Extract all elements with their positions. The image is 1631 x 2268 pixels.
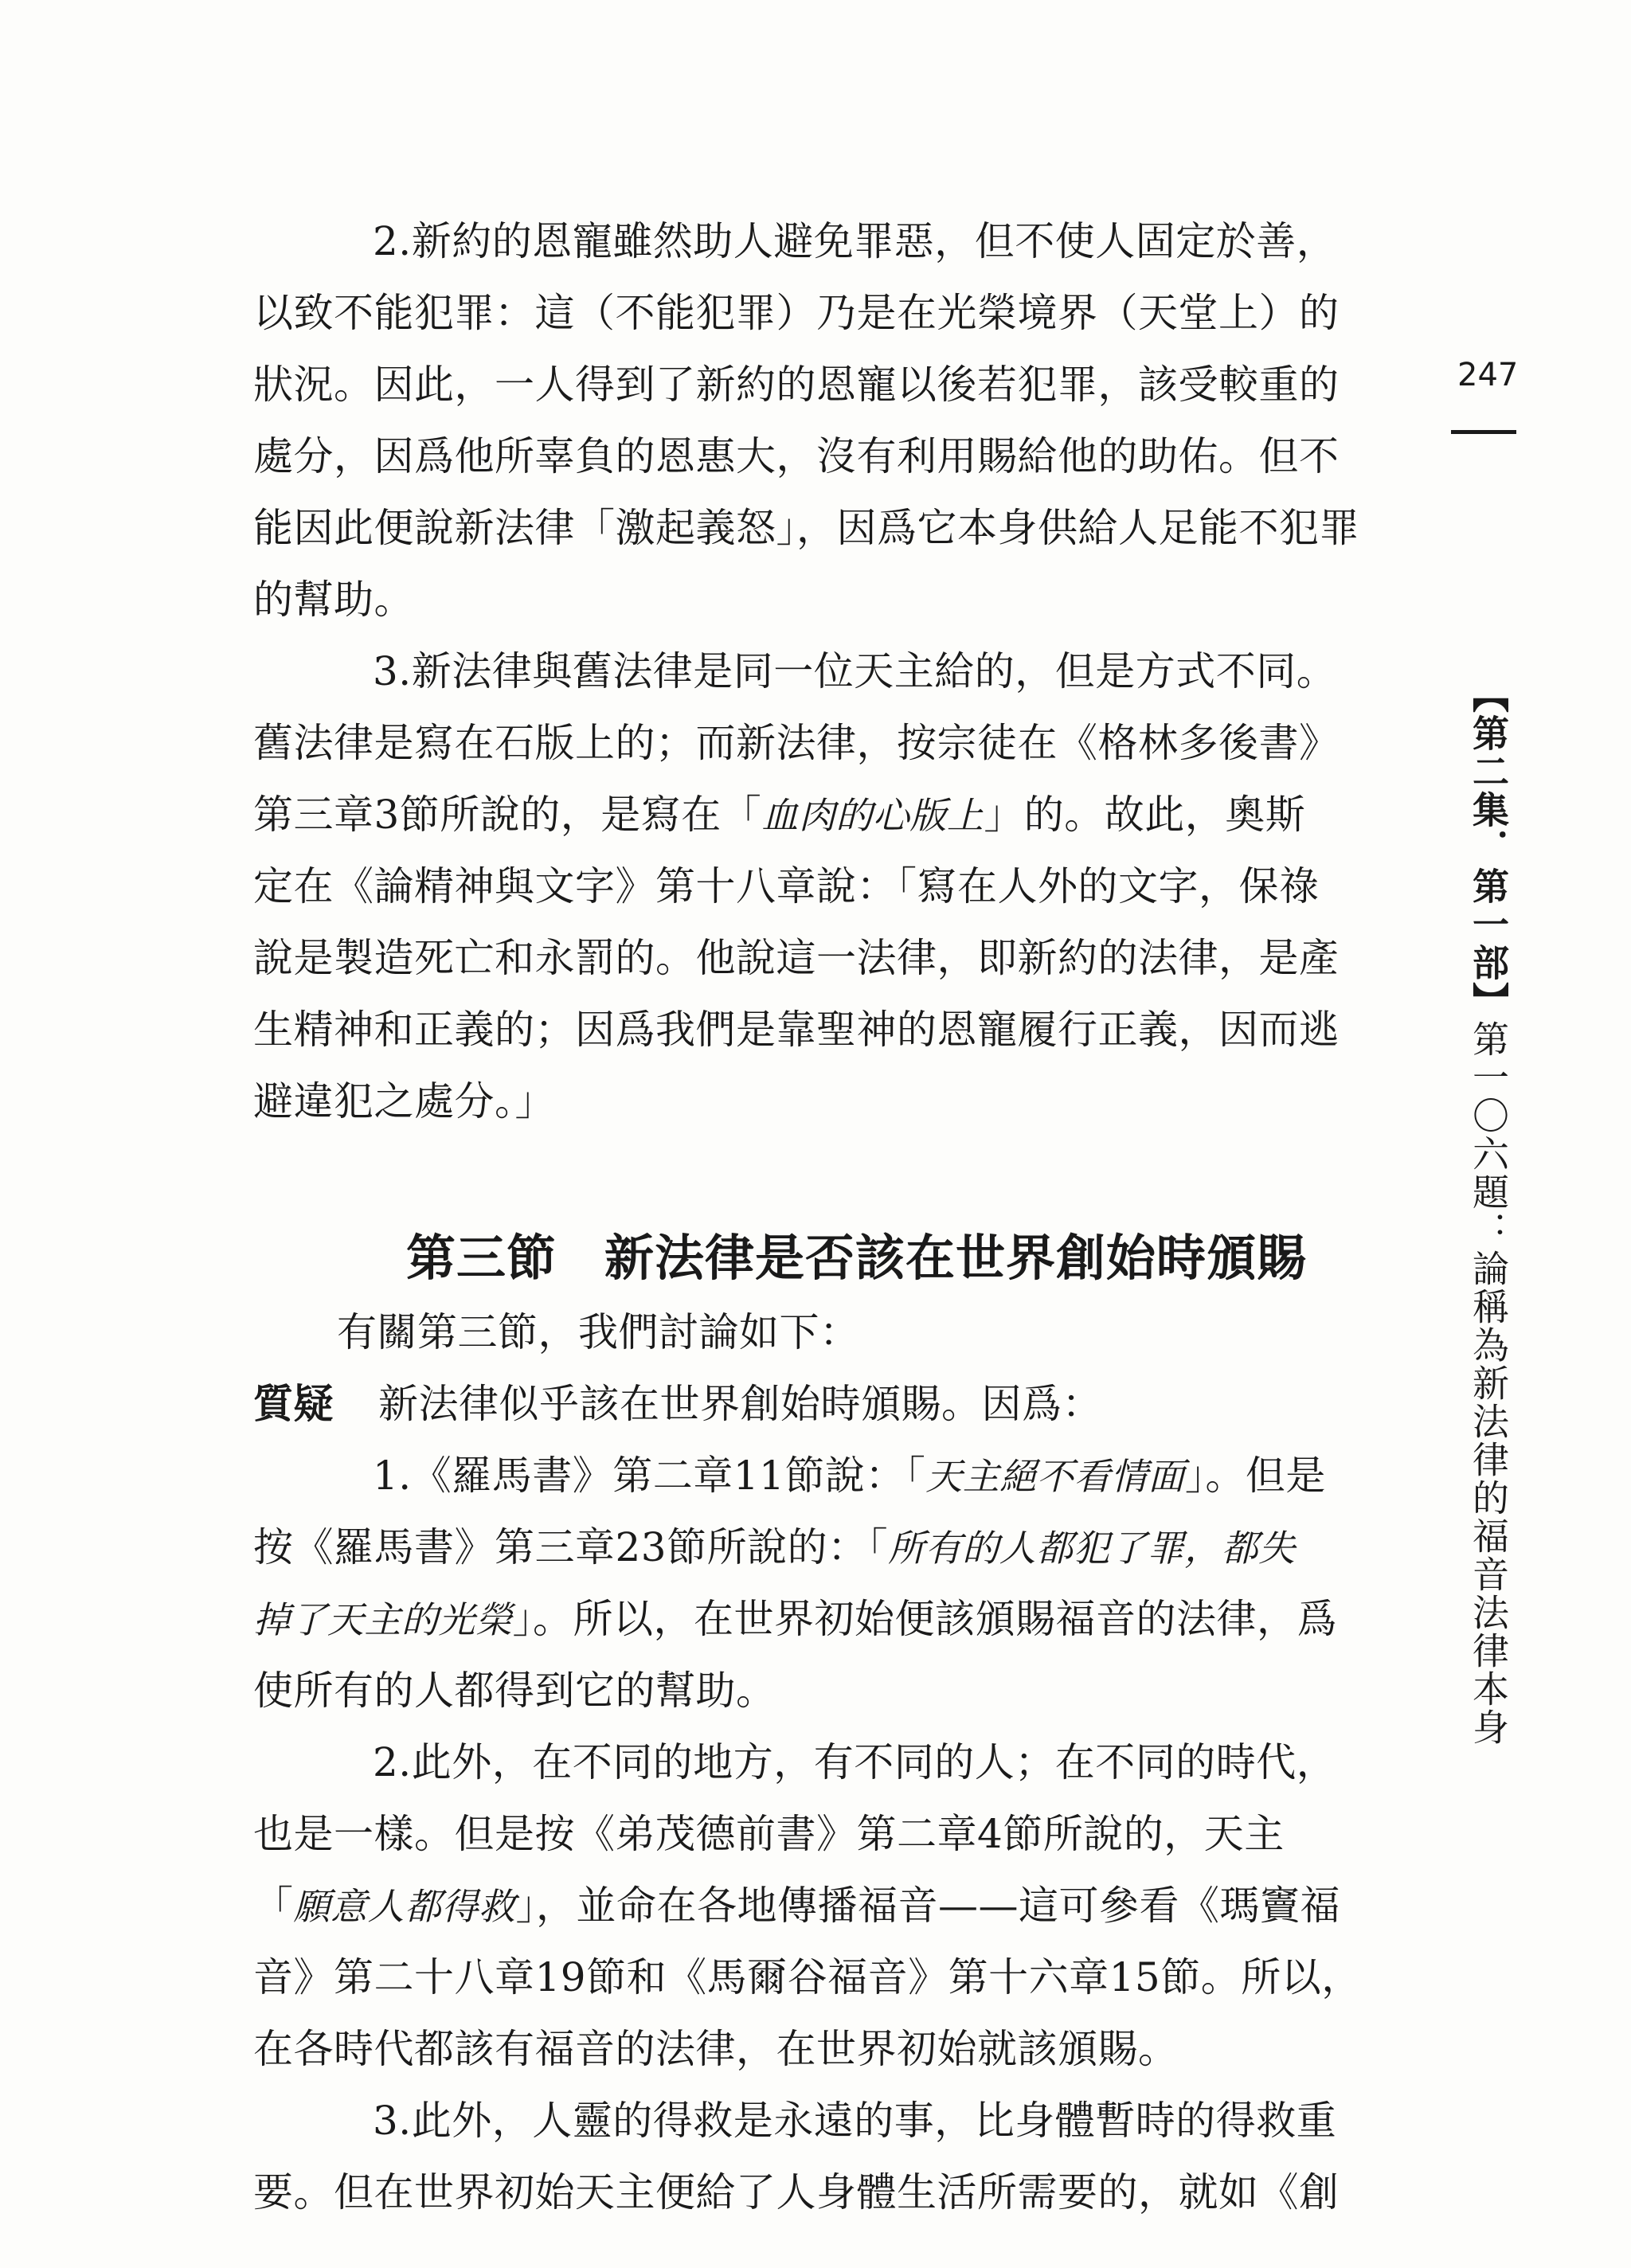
text-segment: 」。所以，在世界初始便該頒賜福音的法律，爲 — [512, 1596, 1337, 1642]
header-rule — [1451, 430, 1516, 434]
text-segment: 第三章3節所說的，是寫在「 — [253, 792, 762, 838]
text-line — [253, 1870, 1400, 1941]
scripture-quote: 血肉的心版上 — [761, 794, 984, 837]
text-line: 能因此便說新法律「激起義怒」，因爲它本身供給人足能不犯罪 — [253, 505, 1359, 551]
running-header-part: 【第二集．第一部】 — [1467, 676, 1510, 1020]
text-line: 3.新法律與舊法律是同一位天主給的，但是方式不同。 — [373, 648, 1337, 694]
text-line — [253, 779, 1400, 850]
objection-3 — [253, 2085, 1400, 2228]
text-line: 使所有的人都得到它的幫助。 — [253, 1668, 776, 1714]
section-heading — [253, 1220, 1400, 1296]
text-line — [253, 1440, 1400, 1511]
main-text-column — [253, 205, 1400, 2228]
text-line: 音》第二十八章19節和《馬爾谷福音》第十六章15節。所以， — [253, 1954, 1362, 2000]
scripture-quote: 所有的人都犯了罪，都失 — [888, 1527, 1296, 1570]
objection-text: 新法律似乎該在世界創始時頒賜。因爲： — [378, 1381, 1102, 1427]
section-number: 第三節 — [406, 1229, 557, 1287]
text-line: 說是製造死亡和永罰的。他說這一法律，即新約的法律，是產 — [253, 935, 1340, 981]
paragraph-3 — [253, 635, 1400, 1137]
objection-1 — [253, 1440, 1400, 1726]
text-line: 生精神和正義的；因爲我們是靠聖神的恩寵履行正義，因而逃 — [253, 1007, 1340, 1053]
text-line: 狀況。因此，一人得到了新約的恩寵以後若犯罪，該受較重的 — [253, 362, 1340, 408]
text-line — [253, 1511, 1400, 1583]
objection-intro-line — [253, 1368, 1400, 1440]
text-line: 要。但在世界初始天主便給了人身體生活所需要的，就如《創 — [253, 2169, 1340, 2215]
text-line: 2.新約的恩寵雖然助人避免罪惡，但不使人固定於善， — [373, 218, 1337, 264]
text-segment: 」的。故此，奧斯 — [984, 792, 1306, 838]
text-line: 舊法律是寫在石版上的；而新法律，按宗徒在《格林多後書》 — [253, 720, 1340, 766]
text-line: 也是一樣。但是按《弟茂德前書》第二章4節所說的，天主 — [253, 1811, 1285, 1857]
text-line: 避違犯之處分。」 — [253, 1078, 555, 1124]
section-intro: 有關第三節，我們討論如下： — [337, 1309, 860, 1355]
text-line: 以致不能犯罪：這（不能犯罪）乃是在光榮境界（天堂上）的 — [253, 290, 1340, 336]
text-segment: 按《羅馬書》第三章23節所說的：「 — [253, 1524, 889, 1570]
text-segment: 」，並命在各地傳播福音——這可參看《瑪竇福 — [515, 1883, 1340, 1929]
text-line: 定在《論精神與文字》第十八章說：「寫在人外的文字，保祿 — [253, 863, 1320, 909]
scripture-quote: 天主絕不看情面 — [925, 1455, 1185, 1498]
text-segment: 1.《羅馬書》第二章11節說：「 — [373, 1453, 926, 1499]
scripture-quote: 願意人都得救 — [293, 1885, 516, 1928]
paragraph-2 — [253, 205, 1400, 635]
text-line — [253, 1583, 1400, 1655]
running-header-question: 第一〇六題：論稱為新法律的福音法律本身 — [1467, 1020, 1510, 1746]
text-segment: 」。但是 — [1184, 1453, 1326, 1499]
text-line: 3.此外，人靈的得救是永遠的事，比身體暫時的得救重 — [373, 2098, 1337, 2144]
page-number: 247 — [1457, 357, 1519, 393]
text-line: 處分，因爲他所辜負的恩惠大，沒有利用賜給他的助佑。但不 — [253, 433, 1340, 479]
text-line: 2.此外，在不同的地方，有不同的人；在不同的時代， — [373, 1739, 1337, 1785]
text-line: 在各時代都該有福音的法律，在世界初始就該頒賜。 — [253, 2026, 1179, 2072]
scripture-quote: 掉了天主的光榮 — [253, 1598, 513, 1641]
section-title: 新法律是否該在世界創始時頒賜 — [604, 1229, 1308, 1287]
objection-label: 質疑 — [253, 1381, 334, 1427]
objection-2 — [253, 1726, 1400, 2085]
running-header — [1457, 451, 1510, 1972]
text-line: 的幫助。 — [253, 577, 414, 623]
text-segment: 「 — [253, 1883, 294, 1929]
